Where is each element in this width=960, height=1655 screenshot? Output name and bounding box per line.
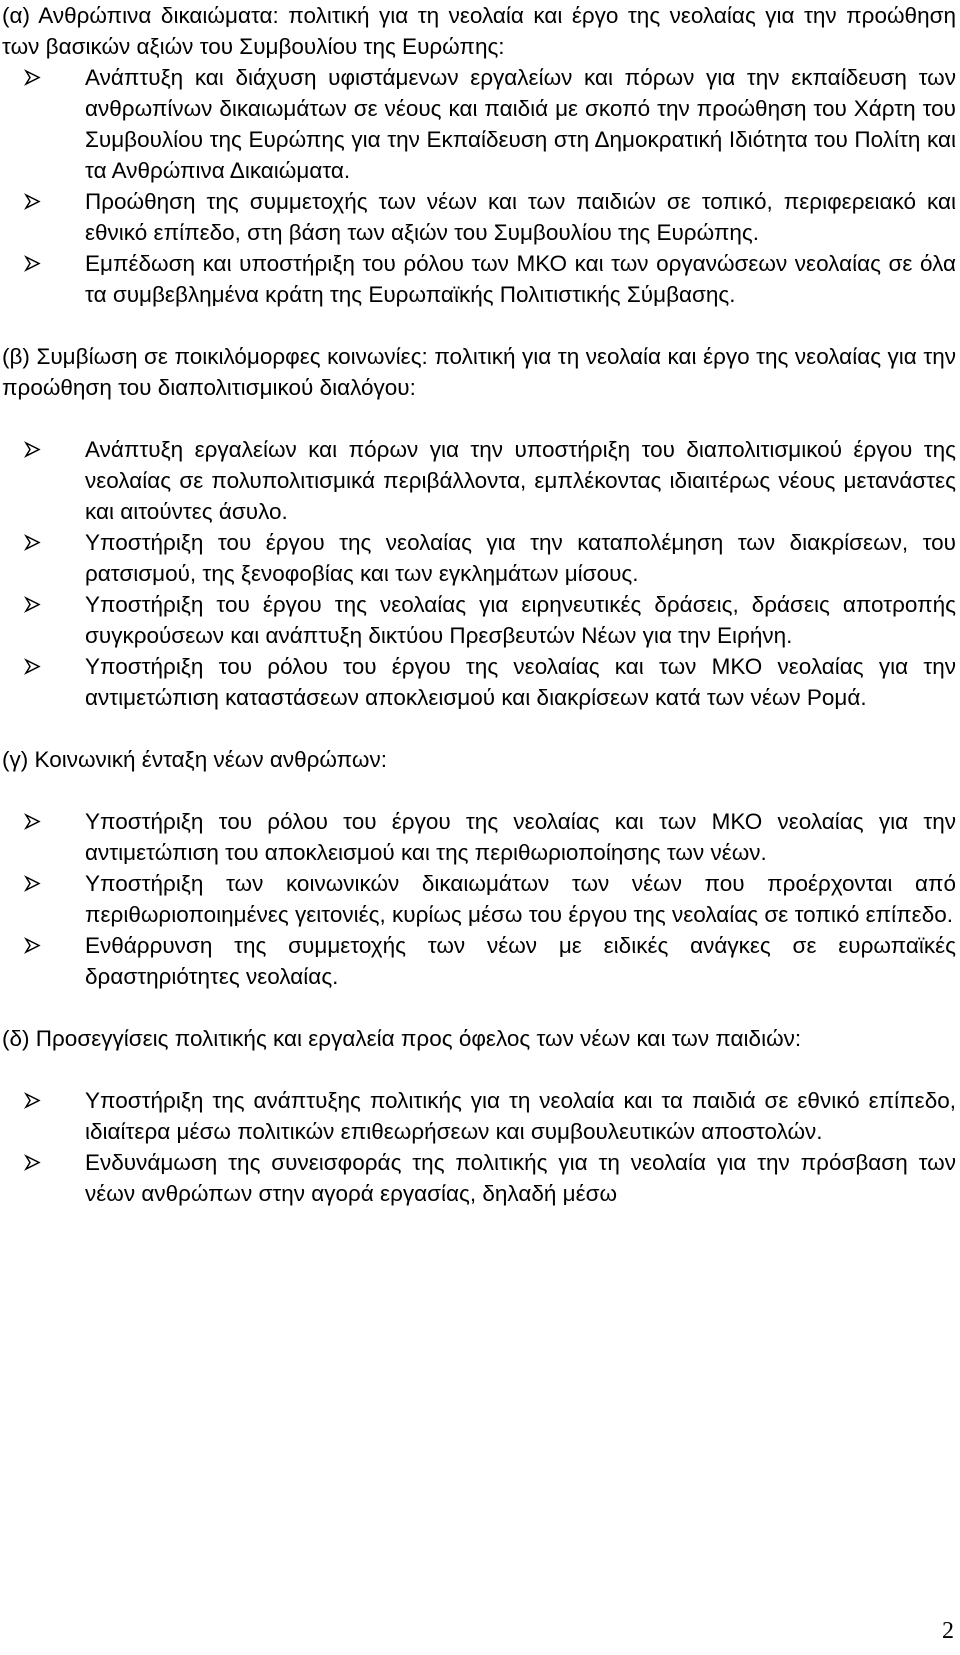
section-social-inclusion (2, 744, 956, 992)
list-item-text: Υποστήριξη των κοινωνικών δικαιωμάτων των νέων που προέρχονται από περιθωριοποιημένες γειτονιές, κυρίως μέσω του έργου της νεολαίας σε τοπικό επίπεδο. (85, 871, 956, 927)
list-item-text: Ανάπτυξη εργαλείων και πόρων για την υποστήριξη του διαπολιτισμικού έργου της νεολαίας σε πολυπολιτισμικά περιβάλλοντα, εμπλέκοντας ιδιαιτέρως νέους μετανάστες και αιτούντες άσυλο. (85, 437, 956, 524)
list-item (2, 527, 956, 589)
arrow-bullet-icon (24, 1085, 42, 1116)
list-item (2, 1085, 956, 1147)
list-item (2, 248, 956, 310)
document-body (2, 0, 956, 1240)
section-heading: (β) Συμβίωση σε ποικιλόμορφες κοινωνίες: πολιτική για τη νεολαία και έργο της νεολαίας για την προώθηση του διαπολιτισμικού διαλόγου: (2, 344, 956, 400)
list-item (2, 930, 956, 992)
section-heading: (δ) Προσεγγίσεις πολιτικής και εργαλεία προς όφελος των νέων και των παιδιών: (2, 1026, 802, 1051)
list-item-text: Προώθηση της συμμετοχής των νέων και των παιδιών σε τοπικό, περιφερειακό και εθνικό επίπεδο, στη βάση των αξιών του Συμβουλίου της Ευρώπης. (85, 189, 956, 245)
arrow-bullet-icon (24, 434, 42, 465)
list-item-text: Υποστήριξη του έργου της νεολαίας για ειρηνευτικές δράσεις, δράσεις αποτροπής συγκρούσεων και ανάπτυξη δικτύου Πρεσβευτών Νέων για την Ειρήνη. (85, 592, 956, 648)
list-item (2, 806, 956, 868)
list-item-text: Υποστήριξη του ρόλου του έργου της νεολαίας και των ΜΚΟ νεολαίας για την αντιμετώπιση καταστάσεων αποκλεισμού και διακρίσεων κατά των νέων Ρομά. (85, 654, 956, 710)
list-item (2, 1147, 956, 1209)
arrow-bullet-icon (24, 248, 42, 279)
bullet-list (2, 62, 956, 310)
list-item-text: Υποστήριξη της ανάπτυξης πολιτικής για τη νεολαία και τα παιδιά σε εθνικό επίπεδο, ιδιαίτερα μέσω πολιτικών επιθεωρήσεων και συμβουλευτικών αποστολών. (85, 1088, 956, 1144)
list-item (2, 868, 956, 930)
list-item (2, 434, 956, 527)
section-human-rights (2, 0, 956, 310)
page-number: 2 (942, 1618, 954, 1644)
arrow-bullet-icon (24, 868, 42, 899)
section-diverse-societies (2, 341, 956, 713)
arrow-bullet-icon (24, 527, 42, 558)
arrow-bullet-icon (24, 930, 42, 961)
list-item-text: Ενδυνάμωση της συνεισφοράς της πολιτικής για τη νεολαία για την πρόσβαση των νέων ανθρώπων στην αγορά εργασίας, δηλαδή μέσω (85, 1150, 956, 1206)
list-item (2, 589, 956, 651)
arrow-bullet-icon (24, 1147, 42, 1178)
list-item (2, 186, 956, 248)
section-heading: (α) Ανθρώπινα δικαιώματα: πολιτική για τη νεολαία και έργο της νεολαίας για την προώθηση των βασικών αξιών του Συμβουλίου της Ευρώπης: (2, 3, 956, 59)
bullet-list (2, 806, 956, 992)
bullet-list (2, 1085, 956, 1209)
list-item (2, 651, 956, 713)
arrow-bullet-icon (24, 186, 42, 217)
bullet-list (2, 434, 956, 713)
list-item-text: Υποστήριξη του ρόλου του έργου της νεολαίας και των ΜΚΟ νεολαίας για την αντιμετώπιση του αποκλεισμού και της περιθωριοποίησης των νέων. (85, 809, 956, 865)
list-item-text: Ανάπτυξη και διάχυση υφιστάμενων εργαλείων και πόρων για την εκπαίδευση των ανθρωπίνων δικαιωμάτων σε νέους και παιδιά με σκοπό την προώθηση του Χάρτη του Συμβουλίου της Ευρώπης για την Εκπαίδευση στη Δημοκρατική Ιδιότητα του Πολίτη και τα Ανθρώπινα Δικαιώματα. (85, 65, 956, 183)
arrow-bullet-icon (24, 589, 42, 620)
section-heading: (γ) Κοινωνική ένταξη νέων ανθρώπων: (2, 747, 387, 772)
section-policy-approaches (2, 1023, 956, 1209)
list-item (2, 62, 956, 186)
arrow-bullet-icon (24, 62, 42, 93)
arrow-bullet-icon (24, 651, 42, 682)
arrow-bullet-icon (24, 806, 42, 837)
list-item-text: Ενθάρρυνση της συμμετοχής των νέων με ειδικές ανάγκες σε ευρωπαϊκές δραστηριότητες νεολαίας. (85, 933, 956, 989)
list-item-text: Υποστήριξη του έργου της νεολαίας για την καταπολέμηση των διακρίσεων, του ρατσισμού, της ξενοφοβίας και των εγκλημάτων μίσους. (85, 530, 956, 586)
list-item-text: Εμπέδωση και υποστήριξη του ρόλου των ΜΚΟ και των οργανώσεων νεολαίας σε όλα τα συμβεβλημένα κράτη της Ευρωπαϊκής Πολιτιστικής Σύμβασης. (85, 251, 956, 307)
